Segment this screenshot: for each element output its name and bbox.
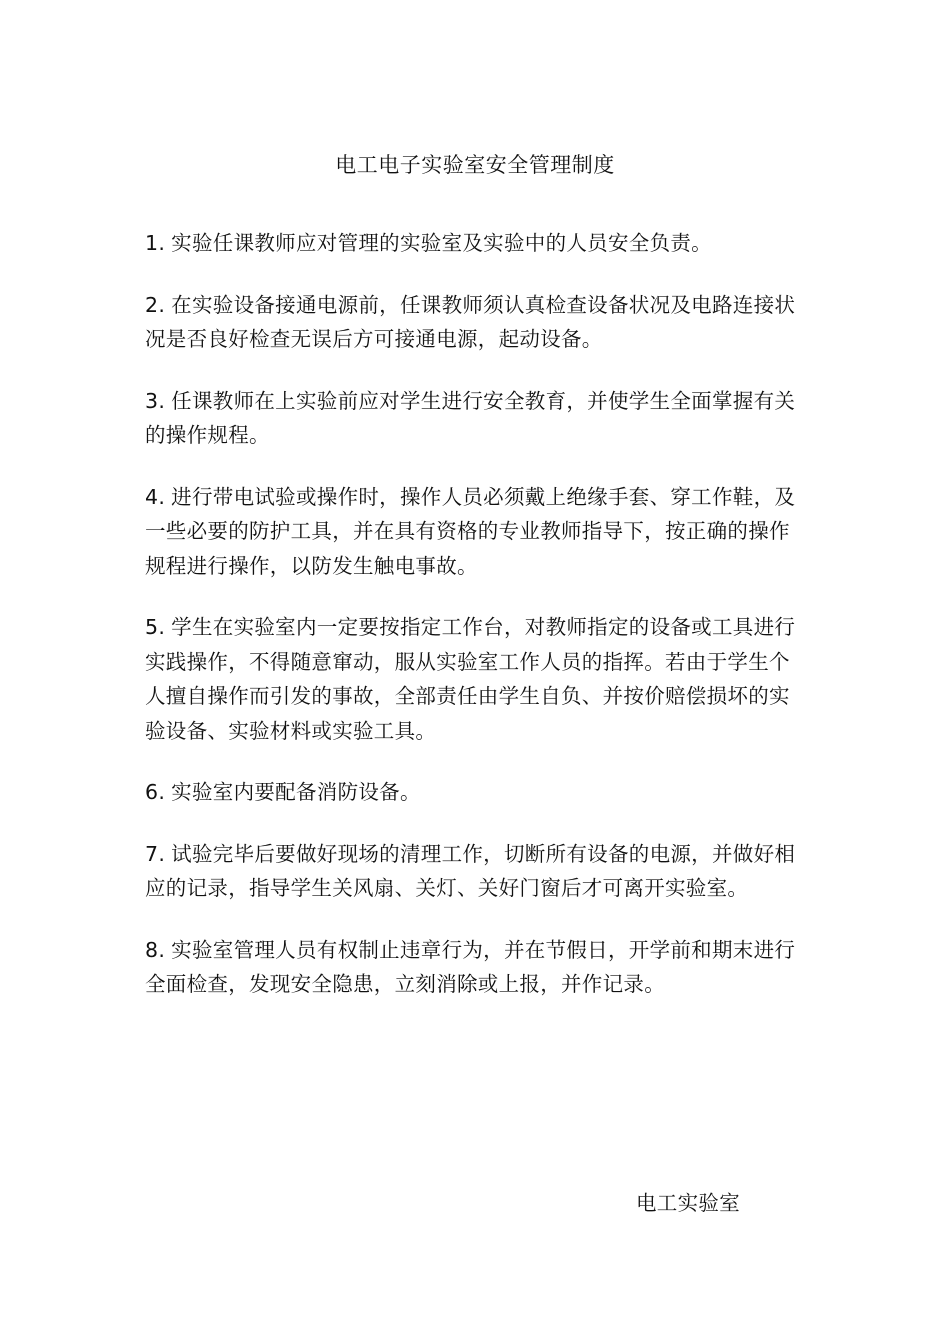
- rule-number: 2.: [145, 292, 166, 317]
- signature: 电工实验室: [636, 1191, 740, 1215]
- rule-number: 7.: [145, 841, 166, 866]
- rule-text: 进行带电试验或操作时，操作人员必须戴上绝缘手套、穿工作鞋，及一些必要的防护工具，并在具有资格的专业教师指导下，按正确的操作规程进行操作，以防发生触电事故。: [145, 484, 796, 578]
- rule-text: 任课教师在上实验前应对学生进行安全教育，并使学生全面掌握有关的操作规程。: [145, 388, 796, 447]
- rule-item-6: [145, 775, 800, 810]
- rule-text: 在实验设备接通电源前，任课教师须认真检查设备状况及电路连接状况是否良好检查无误后方可接通电源，起动设备。: [145, 292, 796, 351]
- rule-text: 实验室内要配备消防设备。: [171, 780, 421, 804]
- rule-item-7: [145, 837, 800, 906]
- rule-number: 8.: [145, 937, 166, 962]
- rule-item-8: [145, 933, 800, 1002]
- rule-text: 实验任课教师应对管理的实验室及实验中的人员安全负责。: [171, 231, 712, 255]
- rule-number: 6.: [145, 780, 166, 804]
- document-title: 电工电子实验室安全管理制度: [335, 153, 615, 177]
- rule-number: 5.: [145, 615, 166, 639]
- rule-text: 学生在实验室内一定要按指定工作台，对教师指定的设备或工具进行实践操作，不得随意窜动，服从实验室工作人员的指挥。若由于学生个人擅自操作而引发的事故，全部责任由学生自负、并按价赔偿损坏的实验设备、实验材料或实验工具。: [145, 615, 796, 743]
- rule-text: 实验室管理人员有权制止违章行为，并在节假日，开学前和期末进行全面检查，发现安全隐患，立刻消除或上报，并作记录。: [145, 937, 796, 996]
- rule-item-3: [145, 384, 800, 453]
- rule-item-5: [145, 610, 800, 748]
- rule-item-4: [145, 480, 800, 584]
- rules-list: [145, 226, 800, 1029]
- rule-item-2: [145, 288, 800, 357]
- rule-number: 3.: [145, 388, 166, 413]
- rule-number: 4.: [145, 484, 166, 509]
- rule-number: 1.: [145, 231, 166, 255]
- rule-item-1: [145, 226, 800, 261]
- rule-text: 试验完毕后要做好现场的清理工作，切断所有设备的电源，并做好相应的记录，指导学生关风扇、关灯、关好门窗后才可离开实验室。: [145, 841, 796, 900]
